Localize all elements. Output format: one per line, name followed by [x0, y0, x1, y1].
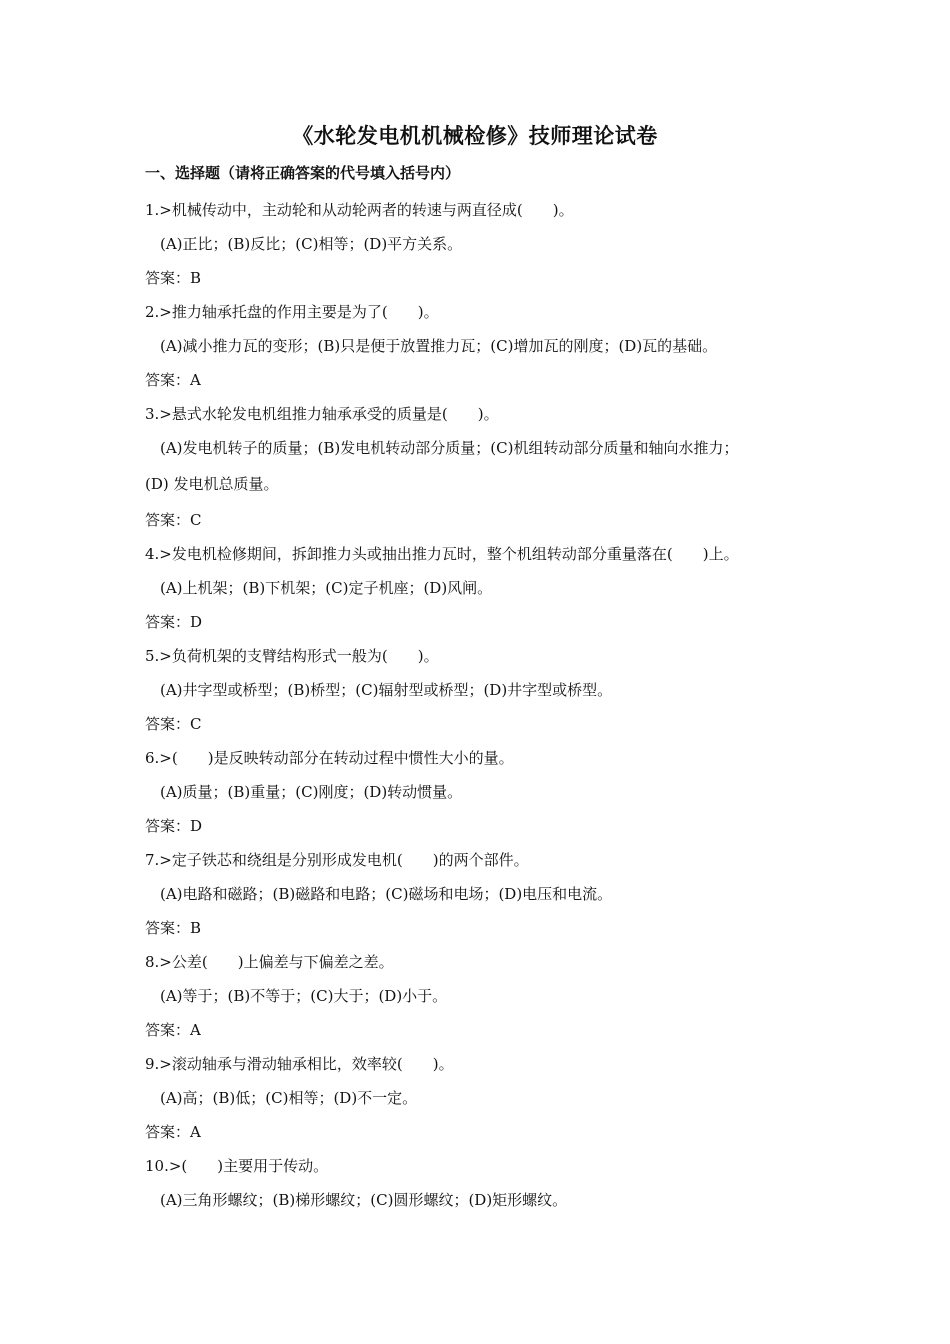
question-answer: 答案：A: [145, 1021, 201, 1039]
question-stem: 10.>( )主要用于传动。: [145, 1157, 329, 1175]
question-answer: 答案：B: [145, 919, 202, 937]
question-options: (A)等于；(B)不等于；(C)大于；(D)小于。: [160, 987, 448, 1005]
question-answer: 答案：A: [145, 1123, 201, 1141]
question-stem: 8.>公差( )上偏差与下偏差之差。: [145, 953, 394, 971]
question-options: (A)高；(B)低；(C)相等；(D)不一定。: [160, 1089, 418, 1107]
question-options: (A)正比；(B)反比；(C)相等；(D)平方关系。: [160, 235, 463, 253]
question-answer: 答案：D: [145, 817, 203, 835]
question-stem: 2.>推力轴承托盘的作用主要是为了( )。: [145, 303, 439, 321]
question-stem: 7.>定子铁芯和绕组是分别形成发电机( )的两个部件。: [145, 851, 529, 869]
question-list: [145, 193, 825, 1217]
question-stem: 6.>( )是反映转动部分在转动过程中惯性大小的量。: [145, 749, 514, 767]
question-stem: 5.>负荷机架的支臂结构形式一般为( )。: [145, 647, 439, 665]
question-options: (A)减小推力瓦的变形；(B)只是便于放置推力瓦；(C)增加瓦的刚度；(D)瓦的基础。: [160, 337, 718, 355]
question-answer: 答案：D: [145, 613, 203, 631]
question-stem: 4.>发电机检修期间，拆卸推力头或抽出推力瓦时，整个机组转动部分重量落在( )上。: [145, 545, 739, 563]
question-options: (A)发电机转子的质量；(B)发电机转动部分质量；(C)机组转动部分质量和轴向水推力；: [160, 439, 739, 457]
document-title: 《水轮发电机机械检修》技师理论试卷: [292, 124, 658, 148]
question-stem: 1.>机械传动中，主动轮和从动轮两者的转速与两直径成( )。: [145, 201, 574, 219]
question-options: (A)三角形螺纹；(B)梯形螺纹；(C)圆形螺纹；(D)矩形螺纹。: [160, 1191, 568, 1209]
question-options-continued: (D) 发电机总质量。: [145, 475, 279, 493]
question-stem: 9.>滚动轴承与滑动轴承相比，效率较( )。: [145, 1055, 454, 1073]
question-stem: 3.>悬式水轮发电机组推力轴承承受的质量是( )。: [145, 405, 499, 423]
question-options: (A)上机架；(B)下机架；(C)定子机座；(D)风闸。: [160, 579, 493, 597]
question-answer: 答案：A: [145, 371, 201, 389]
section-heading: 一、选择题（请将正确答案的代号填入括号内）: [145, 164, 461, 182]
question-answer: 答案：B: [145, 269, 202, 287]
question-answer: 答案：C: [145, 511, 202, 529]
question-answer: 答案：C: [145, 715, 202, 733]
question-options: (A)井字型或桥型；(B)桥型；(C)辐射型或桥型；(D)井字型或桥型。: [160, 681, 613, 699]
question-options: (A)质量；(B)重量；(C)刚度；(D)转动惯量。: [160, 783, 463, 801]
question-options: (A)电路和磁路；(B)磁路和电路；(C)磁场和电场；(D)电压和电流。: [160, 885, 613, 903]
